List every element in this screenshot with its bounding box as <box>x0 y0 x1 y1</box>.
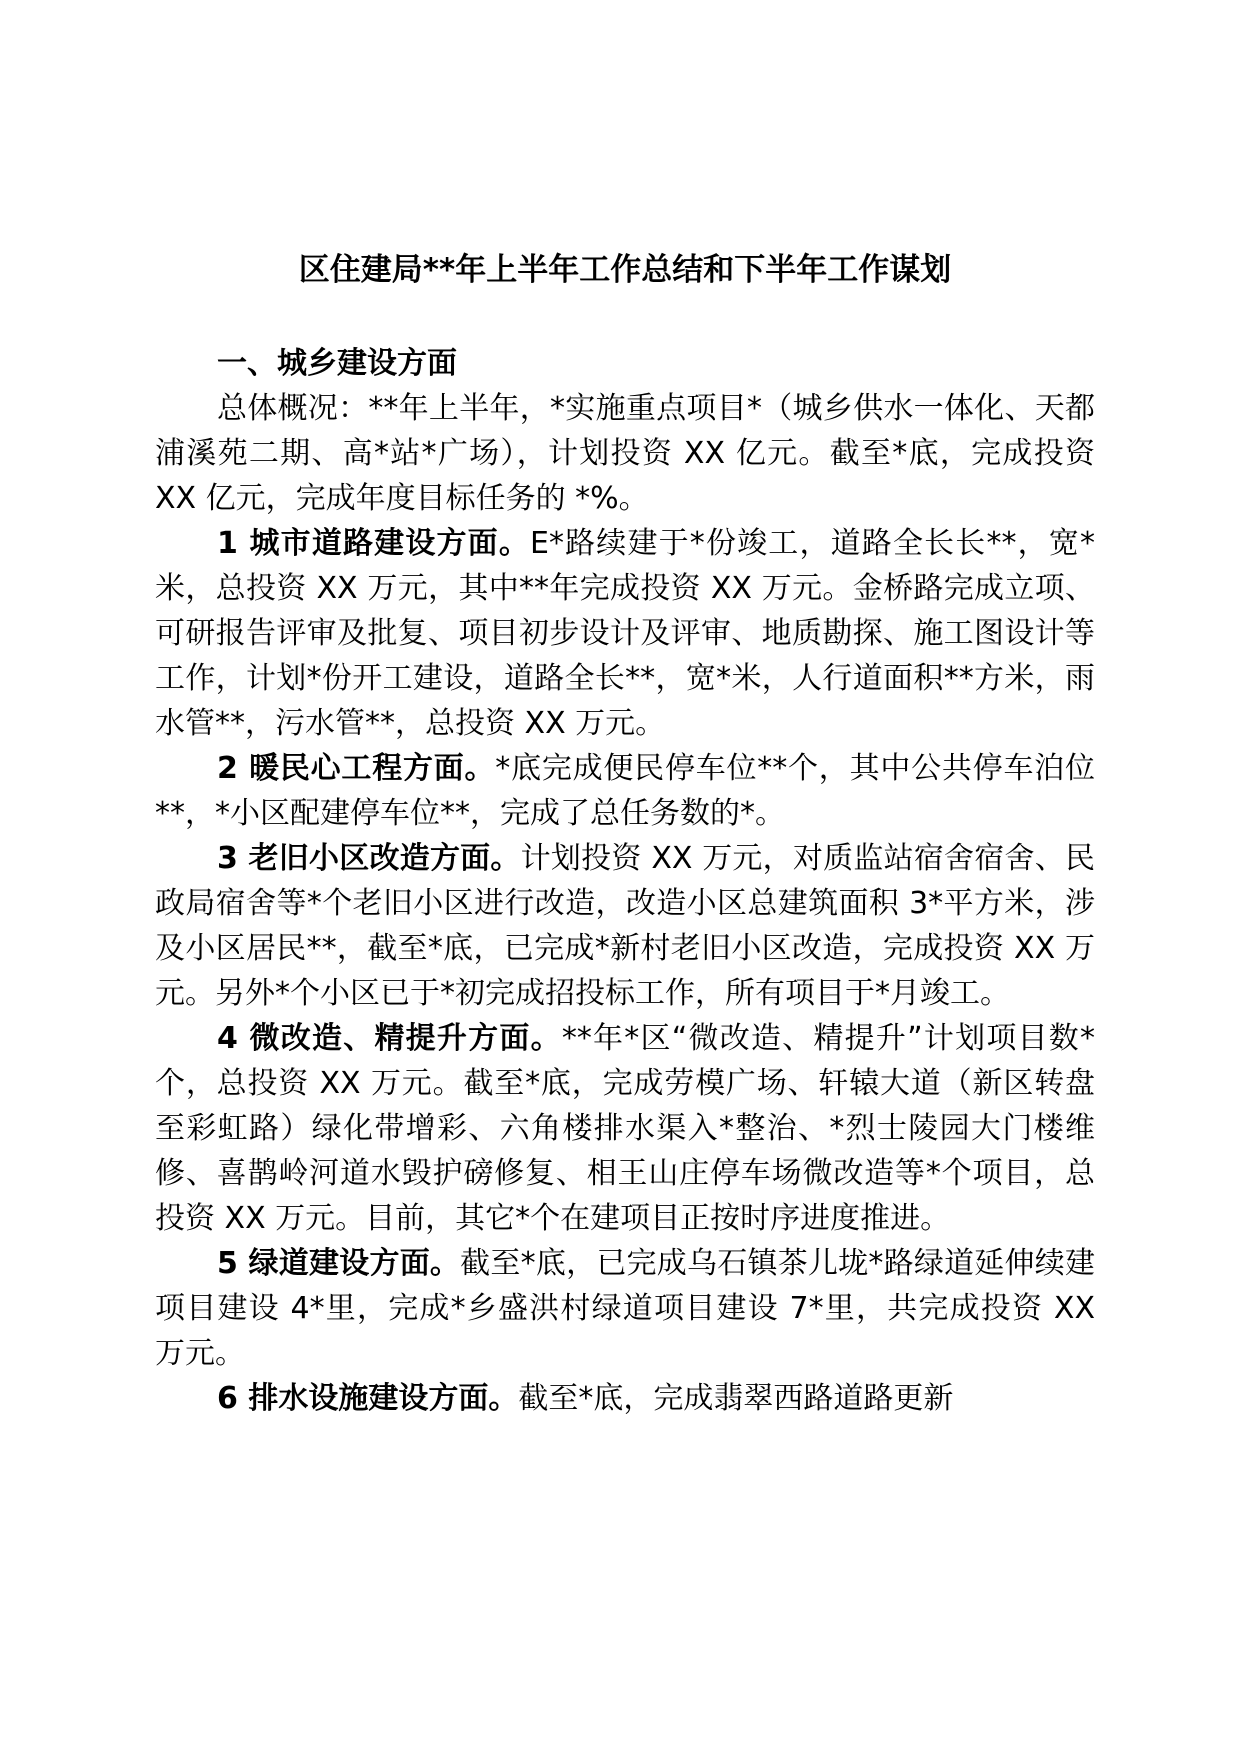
item-paragraph-1 <box>155 521 1095 746</box>
item-lead: 5 绿道建设方面。 <box>217 1246 461 1281</box>
item-lead: 3 老旧小区改造方面。 <box>217 841 521 876</box>
item-text: 计划投资 XX 万元，对质监站宿舍宿舍、民政局宿舍等*个老旧小区进行改造，改造小区总建筑面积 3*平方米，涉及小区居民**，截至*底，已完成*新村老旧小区改造，完成投资 XX 万元。另外*个小区已于*初完成招投标工作，所有项目于*月竣工。 <box>155 841 1095 1011</box>
item-paragraph-3 <box>155 836 1095 1016</box>
item-lead: 1 城市道路建设方面。 <box>217 526 530 561</box>
item-text: 截至*底，完成翡翠西路道路更新 <box>518 1381 954 1416</box>
section-heading: 一、城乡建设方面 <box>217 346 457 381</box>
item-text: E*路续建于*份竣工，道路全长长**，宽*米，总投资 XX 万元，其中**年完成投资 XX 万元。金桥路完成立项、可研报告评审及批复、项目初步设计及评审、地质勘探、施工图设计等工作，计划*份开工建设，道路全长**，宽*米，人行道面积**方米，雨水管**，污水管**，总投资 XX 万元。 <box>155 526 1095 741</box>
item-paragraph-6 <box>155 1376 1095 1421</box>
item-text: 截至*底，已完成乌石镇茶儿垅*路绿道延伸续建项目建设 4*里，完成*乡盛洪村绿道项目建设 7*里，共完成投资 XX 万元。 <box>155 1246 1096 1371</box>
item-text: **年*区“微改造、精提升”计划项目数*个，总投资 XX 万元。截至*底，完成劳模广场、轩辕大道（新区转盘至彩虹路）绿化带增彩、六角楼排水渠入*整治、*烈士陵园大门楼维修、喜鹊岭河道水毁护磅修复、相王山庄停车场微改造等*个项目，总投资 XX 万元。目前，其它*个在建项目正按时序进度推进。 <box>155 1021 1095 1236</box>
document-body <box>155 341 1095 1421</box>
overview-paragraph: 总体概况：**年上半年，*实施重点项目*（城乡供水一体化、天都浦溪苑二期、高*站*广场），计划投资 XX 亿元。截至*底，完成投资 XX 亿元，完成年度目标任务的 *%。 <box>155 391 1095 516</box>
item-text: *底完成便民停车位**个，其中公共停车泊位**，*小区配建停车位**，完成了总任务数的*。 <box>155 751 1096 831</box>
item-paragraph-4 <box>155 1016 1095 1241</box>
item-lead: 2 暖民心工程方面。 <box>217 751 496 786</box>
item-paragraph-5 <box>155 1241 1095 1376</box>
item-paragraph-2 <box>155 746 1095 836</box>
document-title: 区住建局**年上半年工作总结和下半年工作谋划 <box>298 252 952 288</box>
item-lead: 6 排水设施建设方面。 <box>217 1381 519 1416</box>
item-lead: 4 微改造、精提升方面。 <box>217 1021 562 1056</box>
